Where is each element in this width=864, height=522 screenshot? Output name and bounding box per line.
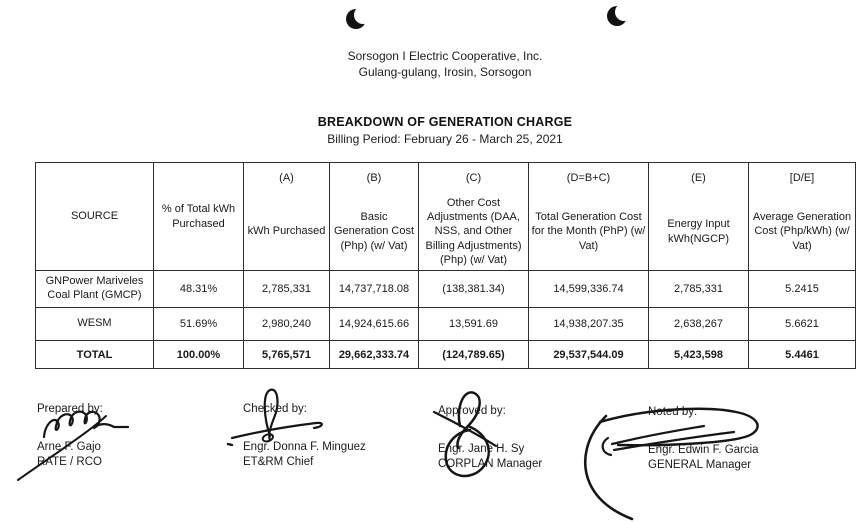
cell-energy-input: 2,638,267 [649, 308, 749, 341]
cell-total-cost: 29,537,544.09 [529, 341, 649, 369]
col-header-source [36, 163, 154, 271]
col-label: Energy Input kWh(NGCP) [667, 218, 730, 245]
signature-caption: Approved by: [438, 405, 506, 417]
cell-other-adjustments: 13,591.69 [419, 308, 529, 341]
cell-basic-cost: 14,924,615.66 [330, 308, 419, 341]
signature-block-prepared [37, 402, 103, 469]
table-total-row [36, 341, 856, 369]
cell-pct-purchased: 48.31% [154, 271, 244, 308]
cell-kwh-purchased: 5,765,571 [244, 341, 330, 369]
cell-source: WESM [36, 308, 154, 341]
col-label: Total Generation Cost for the Month (PhP) (w/ Vat) [531, 211, 646, 252]
signatory-role: RATE / RCO [37, 456, 102, 468]
signatory-name: Engr. Edwin F. Garcia [648, 444, 759, 456]
cell-pct-purchased: 100.00% [154, 341, 244, 369]
cell-avg-cost: 5.6621 [749, 308, 856, 341]
billing-period: Billing Period: February 26 - March 25, 2021 [327, 132, 563, 146]
header-wrap [36, 164, 153, 270]
table-header-row [36, 163, 856, 271]
col-code: (D=B+C) [566, 171, 611, 184]
cell-kwh-purchased: 2,980,240 [244, 308, 330, 341]
signature-caption: Noted by: [648, 406, 698, 418]
crescent-punch-mark-icon [607, 4, 630, 28]
cell-source: TOTAL [36, 341, 154, 369]
cell-basic-cost: 29,662,333.74 [330, 341, 419, 369]
signature-block-approved [438, 404, 542, 471]
signatory-name: Engr. Jane H. Sy [438, 443, 525, 455]
signature-block-noted [648, 405, 759, 472]
table-row [36, 271, 856, 308]
table-row [36, 308, 856, 341]
crescent-punch-mark-icon [346, 7, 368, 30]
cell-pct-purchased: 51.69% [154, 308, 244, 341]
col-label: Other Cost Adjustments (DAA, NSS, and Other Billing Adjustments) (Php) (w/ Vat) [425, 197, 522, 266]
signatory-name: Engr. Donna F. Minguez [243, 441, 366, 453]
org-name: Sorsogon I Electric Cooperative, Inc. [347, 49, 543, 63]
header-wrap [154, 164, 243, 270]
cell-avg-cost: 5.4461 [749, 341, 856, 369]
col-code: (C) [465, 171, 482, 184]
col-header-kwh-purchased [244, 163, 330, 271]
generation-charge-table [35, 162, 856, 369]
signature-caption: Prepared by: [37, 403, 103, 415]
cell-total-cost: 14,599,336.74 [529, 271, 649, 308]
signature-caption: Checked by: [243, 403, 307, 415]
col-code: (E) [691, 171, 706, 184]
header-wrap [419, 164, 528, 270]
page-title: BREAKDOWN OF GENERATION CHARGE [317, 115, 573, 129]
signature-block-checked [243, 402, 366, 469]
signatory-name: Arne F. Gajo [37, 441, 101, 453]
cell-total-cost: 14,938,207.35 [529, 308, 649, 341]
col-header-pct-purchased [154, 163, 244, 271]
cell-energy-input: 2,785,331 [649, 271, 749, 308]
header-wrap [529, 164, 648, 270]
cell-source: GNPower Mariveles Coal Plant (GMCP) [36, 271, 154, 308]
col-header-avg-cost [749, 163, 856, 271]
col-code: (B) [366, 171, 382, 184]
cell-basic-cost: 14,737,718.08 [330, 271, 419, 308]
col-header-other-adjustments [419, 163, 529, 271]
col-label: Basic Generation Cost (Php) (w/ Vat) [333, 211, 415, 252]
col-header-basic-cost [330, 163, 419, 271]
cell-other-adjustments: (138,381.34) [419, 271, 529, 308]
cell-energy-input: 5,423,598 [649, 341, 749, 369]
col-label: kWh Purchased [247, 225, 326, 238]
header-wrap [649, 164, 748, 270]
org-address: Gulang-gulang, Irosin, Sorsogon [358, 65, 532, 79]
signatory-role: CORPLAN Manager [438, 458, 543, 470]
title-block [35, 115, 855, 146]
col-header-total-cost [529, 163, 649, 271]
cell-avg-cost: 5.2415 [749, 271, 856, 308]
org-header [35, 48, 855, 80]
signatory-role: GENERAL Manager [648, 459, 752, 471]
header-wrap [749, 164, 855, 270]
header-wrap [244, 164, 329, 270]
col-code: [D/E] [789, 171, 815, 184]
cell-other-adjustments: (124,789.65) [419, 341, 529, 369]
header-wrap [330, 164, 418, 270]
cell-kwh-purchased: 2,785,331 [244, 271, 330, 308]
col-label: % of Total kWh Purchased [161, 203, 236, 230]
col-label: SOURCE [70, 210, 119, 223]
col-code: (A) [279, 171, 294, 184]
col-header-energy-input [649, 163, 749, 271]
col-label: Average Generation Cost (Php/kWh) (w/ Vat) [752, 211, 852, 252]
signatory-role: ET&RM Chief [243, 456, 314, 468]
